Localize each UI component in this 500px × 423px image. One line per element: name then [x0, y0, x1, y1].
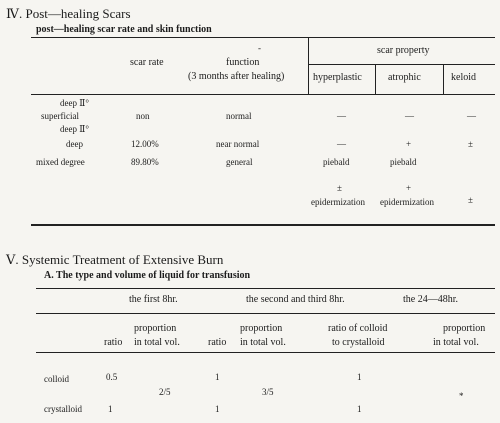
hyperplastic-cell: — [337, 111, 346, 121]
row-label: colloid [44, 374, 69, 384]
hyperplastic-symbol: ± [337, 183, 342, 193]
column-header: to crystalloid [332, 337, 385, 348]
column-header: proportion [240, 323, 283, 334]
column-header-keloid: keloid [451, 72, 476, 83]
row-label: deep Ⅱ° [60, 98, 89, 108]
hyperplastic-cell: epidermization [311, 197, 365, 207]
function-cell: normal [226, 111, 252, 121]
header-bottom-rule [36, 352, 495, 353]
function-cell: general [226, 157, 253, 167]
proportion-cell: * [459, 391, 464, 401]
ratio-cell: 0.5 [106, 372, 118, 382]
period-header: the first 8hr. [129, 294, 178, 305]
section-heading: Ⅴ. Systemic Treatment of Extensive Burn [6, 252, 224, 267]
keloid-cell: ± [468, 195, 473, 205]
header-bottom-rule [31, 94, 495, 95]
scar-rate-cell: 89.80% [131, 157, 159, 167]
column-header: ratio [208, 337, 227, 348]
ratio-cell: 1 [357, 372, 362, 382]
column-header: ratio of colloid [328, 323, 388, 334]
table-caption: post—healing scar rate and skin function [36, 24, 212, 35]
column-header: in total vol. [433, 337, 479, 348]
hyperplastic-cell: — [337, 139, 346, 149]
row-label: superficial [41, 111, 79, 121]
atrophic-cell: + [406, 139, 412, 149]
keloid-cell: — [467, 111, 476, 121]
hyperplastic-cell: piebald [323, 157, 350, 167]
proportion-cell: 2/5 [159, 387, 171, 397]
column-header: ratio [104, 337, 123, 348]
column-header-atrophic: atrophic [388, 72, 421, 83]
table-bottom-rule [31, 224, 495, 226]
column-header-function-note: (3 months after healing) [188, 71, 285, 82]
function-cell: near normal [216, 139, 260, 149]
column-header: proportion [443, 323, 486, 334]
header-rule [36, 313, 495, 314]
keloid-cell: ± [468, 139, 473, 149]
column-header-scar-property: scar property [377, 45, 430, 56]
section-heading: Ⅳ. Post—healing Scars [6, 6, 131, 21]
ratio-cell: 1 [357, 404, 362, 414]
atrophic-symbol: + [406, 183, 412, 193]
column-header-function: function [226, 57, 260, 68]
atrophic-cell: piebald [390, 157, 417, 167]
period-header: the 24—48hr. [403, 294, 458, 305]
table-top-rule [31, 37, 495, 38]
column-header: in total vol. [240, 337, 286, 348]
period-header: the second and third 8hr. [246, 294, 345, 305]
ratio-cell: 1 [215, 372, 220, 382]
subheader-rule [308, 64, 495, 65]
scar-rate-cell: non [136, 111, 150, 121]
column-divider [443, 64, 444, 94]
row-label: deep Ⅱ° [60, 124, 89, 134]
atrophic-cell: epidermization [380, 197, 434, 207]
column-header-hyperplastic: hyperplastic [313, 72, 362, 83]
table-top-rule [36, 288, 495, 289]
column-header: in total vol. [134, 337, 180, 348]
row-label: deep [66, 139, 83, 149]
column-divider [308, 37, 309, 94]
row-label: mixed degree [36, 157, 85, 167]
row-label: crystalloid [44, 404, 82, 414]
column-header: proportion [134, 323, 177, 334]
ratio-cell: 1 [108, 404, 113, 414]
column-header-scar-rate: scar rate [130, 57, 164, 68]
column-divider [375, 64, 376, 94]
proportion-cell: 3/5 [262, 387, 274, 397]
ratio-cell: 1 [215, 404, 220, 414]
atrophic-cell: — [405, 111, 414, 121]
scar-rate-cell: 12.00% [131, 139, 159, 149]
table-caption: A. The type and volume of liquid for transfusion [44, 270, 251, 281]
header-dash: - [258, 43, 261, 53]
